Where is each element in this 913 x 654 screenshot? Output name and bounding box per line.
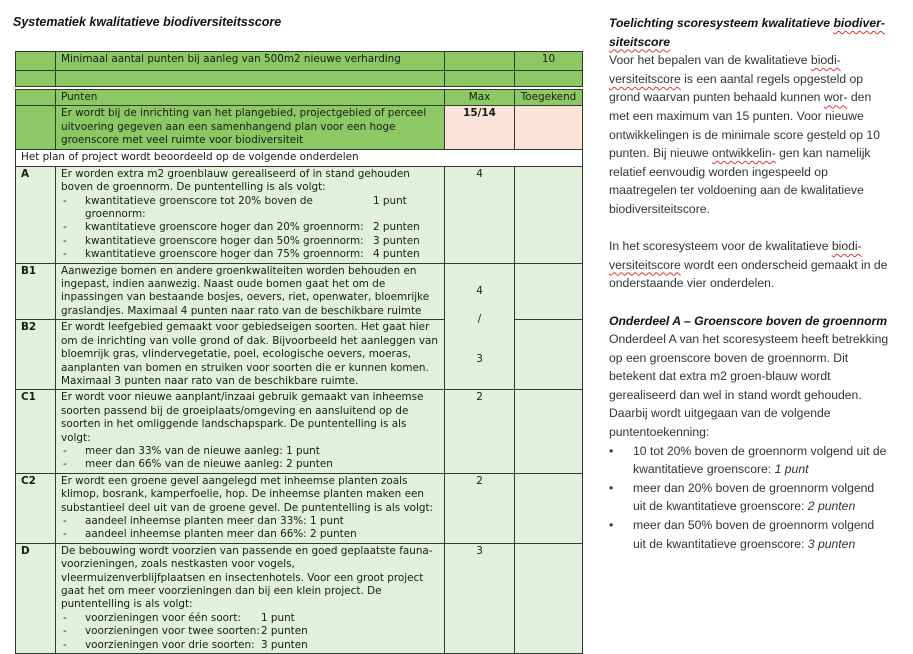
dash: - xyxy=(63,248,67,261)
dash: - xyxy=(63,528,67,541)
dash: - xyxy=(63,444,67,457)
empty-cell xyxy=(445,71,515,87)
row-description xyxy=(56,390,445,473)
row-awarded-input[interactable] xyxy=(515,543,583,653)
item-points: 3 punten xyxy=(261,638,308,651)
list-item xyxy=(61,235,439,248)
explanation-paragraph-1 xyxy=(609,51,889,218)
intro-max: 15/14 xyxy=(445,106,515,150)
row-max-b-combined xyxy=(445,263,515,390)
text-span: gen kan namelijk relatief eenvoudig worden ingespeeld op maatregelen ter voldoening aan de kwalitatieve biodiversiteitscore. xyxy=(609,146,871,216)
row-text: Er worden extra m2 groenblauw gerealiseerd of in stand gehouden boven de groennorm. De puntentelling is als volgt: xyxy=(61,167,410,194)
empty-cell xyxy=(16,71,56,87)
text-span: meer dan 50% boven de groennorm volgend uit de kwantitatieve groenscore: xyxy=(633,518,875,551)
item-label: voorzieningen voor één soort: xyxy=(85,611,241,624)
list-item xyxy=(61,612,439,625)
list-item xyxy=(61,195,439,222)
row-code: C1 xyxy=(16,390,56,473)
list-item xyxy=(61,639,439,652)
bullet-points: 3 punten xyxy=(807,536,856,551)
text-span: meer dan 20% boven de groennorm volgend uit de kwantitatieve groenscore: xyxy=(633,480,875,514)
list-item xyxy=(61,248,439,261)
table-row-a xyxy=(16,166,583,263)
bullet-icon: • xyxy=(609,518,614,533)
row-max: 2 xyxy=(445,473,515,543)
row-max: 4 xyxy=(445,166,515,263)
row-max: 3 xyxy=(445,543,515,653)
text-span: wordt een onderscheid gemaakt in de onderstaande vier onderdelen. xyxy=(609,257,888,291)
item-label: aandeel inheemse planten meer dan 33%: 1 punt xyxy=(85,514,344,527)
minimum-label: Minimaal aantal punten bij aanleg van 500m2 nieuwe verharding xyxy=(56,52,445,71)
intro-code-cell xyxy=(16,106,56,150)
bullet-item xyxy=(609,442,889,479)
row-code: D xyxy=(16,543,56,653)
bullet-text xyxy=(633,479,889,516)
max-separator: / xyxy=(477,312,482,325)
list-item xyxy=(61,515,439,528)
row-awarded-input[interactable] xyxy=(515,320,583,390)
intro-awarded-input[interactable] xyxy=(515,106,583,150)
item-label: kwantitatieve groenscore hoger dan 50% groennorm: xyxy=(85,234,364,247)
intro-text: Er wordt bij de inrichting van het plangebied, projectgebied of perceel uitvoering gegeven aan een samenhangend plan voor een hoge groenscore met veel ruimte voor biodiversiteit xyxy=(56,106,445,150)
minimum-code-cell xyxy=(16,52,56,71)
list-item xyxy=(61,445,439,458)
item-points: 2 punten xyxy=(261,625,308,638)
bullet-points: 2 punten xyxy=(807,499,856,514)
text-span: 10 tot 20% boven de groennorm volgend uit de kwantitatieve groenscore: xyxy=(633,443,887,477)
text-span: is een aantal regels opgesteld op grond waarvan punten behaald kunnen xyxy=(609,71,864,105)
max-b2: 3 xyxy=(476,352,483,365)
item-points: 1 punt xyxy=(373,194,407,207)
item-label: voorzieningen voor twee soorten: xyxy=(85,625,260,638)
minimum-empty-row xyxy=(16,71,583,87)
row-max: 2 xyxy=(445,390,515,473)
dash: - xyxy=(63,221,67,234)
empty-cell xyxy=(515,71,583,87)
dash: - xyxy=(63,194,67,207)
row-description xyxy=(56,473,445,543)
max-b1: 4 xyxy=(476,284,483,297)
score-table xyxy=(15,89,583,654)
heading-part-misspelled: biodiver- xyxy=(833,16,885,30)
text-span: den met een maximum van 15 punten. Voor nieuwe ontwikkelingen is de minimale score gesteld op 10 punten. Bij nieuwe xyxy=(609,90,880,161)
row-description xyxy=(56,543,445,653)
row-code: B2 xyxy=(16,320,56,390)
minimum-max-cell xyxy=(445,52,515,71)
explanation-heading xyxy=(609,14,889,51)
minimum-value: 10 xyxy=(515,52,583,71)
dash: - xyxy=(63,611,67,624)
bullet-icon: • xyxy=(609,443,614,458)
bullet-text xyxy=(633,442,889,479)
item-label: meer dan 66% van de nieuwe aanleg: 2 punten xyxy=(85,458,333,471)
section-a-heading: Onderdeel A – Groenscore boven de groennorm xyxy=(609,313,888,328)
item-label: aandeel inheemse planten meer dan 66%: 2 punten xyxy=(85,528,357,541)
misspelled-word: biodi- xyxy=(831,239,862,254)
header-row xyxy=(16,90,583,106)
misspelled-word: versiteitscore xyxy=(609,71,681,86)
item-points: 3 punten xyxy=(373,234,420,247)
row-awarded-input[interactable] xyxy=(515,390,583,473)
intro-row xyxy=(16,106,583,150)
header-code-cell xyxy=(16,90,56,106)
item-points: 1 punt xyxy=(261,611,295,624)
table-row-c1 xyxy=(16,390,583,473)
paragraph-gap xyxy=(609,293,889,312)
row-text: De bebouwing wordt voorzien van passende en goed geplaatste fauna-voorzieningen, zoals nestkasten voor vogels, vleermuizenverblijfplaatsen en insectenhotels. Voor een groot project gaat het om meer voorzieningen dan bij een klein project. De puntentelling is als volgt: xyxy=(61,544,433,611)
item-points: 4 punten xyxy=(373,248,420,261)
bullet-icon: • xyxy=(609,480,614,495)
misspelled-word: versiteitscore xyxy=(609,257,681,272)
empty-cell xyxy=(56,71,445,87)
text-span: In het scoresysteem voor de kwalitatieve xyxy=(609,239,832,254)
list-item xyxy=(61,221,439,234)
header-awarded: Toegekend xyxy=(515,90,583,106)
row-text: Er wordt een groene gevel aangelegd met inheemse planten zoals klimop, bosrank, kamperfoelie, hop. De inheemse planten maken een substantieel deel uit van de groene gevel. De puntentelling is als volgt: xyxy=(61,474,434,514)
header-max: Max xyxy=(445,90,515,106)
minimum-table xyxy=(15,51,583,87)
row-code: B1 xyxy=(16,263,56,320)
table-row-b1 xyxy=(16,263,583,320)
item-label: kwantitatieve groenscore hoger dan 20% groennorm: xyxy=(85,221,364,234)
table-row-d xyxy=(16,543,583,653)
section-row xyxy=(16,150,583,166)
section-text: Het plan of project wordt beoordeeld op de volgende onderdelen xyxy=(16,150,583,166)
list-item xyxy=(61,528,439,541)
list-item xyxy=(61,625,439,638)
row-awarded-input[interactable] xyxy=(515,166,583,263)
bullet-points: 1 punt xyxy=(774,462,809,477)
explanation-paragraph-3: Onderdeel A van het scoresysteem heeft betrekking op een groenscore boven de groennorm. Dit betekent dat extra m2 groen-blauw wordt gerealiseerd dan wel in stand wordt gehouden. Daarbij wordt uitgegaan van de volgende puntentoekenning: xyxy=(609,332,889,440)
misspelled-word: ontwikkelin- xyxy=(712,146,776,161)
row-text: Er wordt voor nieuwe aanplant/inzaai gebruik gemaakt van inheemse soorten passend bij de groeiplaats/omgeving en aansluitend op de soorten in het omliggende landschapspark. De puntentelling is als volgt: xyxy=(61,391,424,444)
minimum-row xyxy=(16,52,583,71)
misspelled-word: wor- xyxy=(823,90,848,105)
bullet-text xyxy=(633,516,889,553)
table-row-c2 xyxy=(16,473,583,543)
row-awarded-input[interactable] xyxy=(515,263,583,320)
row-description: Aanwezige bomen en andere groenkwaliteiten worden behouden en ingepast, indien aanwezig. Naast oude bomen gaat het om de inpassingen van bestaande bosjes, oevers, riet, openwater, bloemrijke graslandjes. Maximaal 4 punten naar rato van de beschikbare ruimte xyxy=(56,263,445,320)
row-awarded-input[interactable] xyxy=(515,473,583,543)
explanation-paragraph-2 xyxy=(609,237,889,293)
explanation-column xyxy=(609,14,889,553)
heading-part: Toelichting scoresysteem kwalitatieve xyxy=(609,16,834,30)
row-description: Er wordt leefgebied gemaakt voor gebiedseigen soorten. Het gaat hier om de inrichting van volle grond of dak. Bijvoorbeeld het aanleggen van bloemrijk gras, vlindervegetatie, poel, ecologische oevers, moeras, aanplanten van bomen en struiken voor soorten die er kunnen komen. Maximaal 3 punten naar rato van de beschikbare ruimte. xyxy=(56,320,445,390)
item-label: meer dan 33% van de nieuwe aanleg: 1 punt xyxy=(85,444,320,457)
bullet-item xyxy=(609,516,889,553)
row-description xyxy=(56,166,445,263)
text-span: Voor het bepalen van de kwalitatieve xyxy=(609,53,811,68)
item-label: voorzieningen voor drie soorten: xyxy=(85,638,255,651)
bullet-item xyxy=(609,479,889,516)
row-code: A xyxy=(16,166,56,263)
dash: - xyxy=(63,234,67,247)
item-label: kwantitatieve groenscore tot 20% boven de groennorm: xyxy=(85,194,313,221)
dash: - xyxy=(63,638,67,651)
header-points: Punten xyxy=(56,90,445,106)
list-item xyxy=(61,458,439,471)
dash: - xyxy=(63,458,67,471)
row-code: C2 xyxy=(16,473,56,543)
dash: - xyxy=(63,514,67,527)
misspelled-word: biodi- xyxy=(810,53,841,68)
item-points: 2 punten xyxy=(373,221,420,234)
heading-part-misspelled: siteitscore xyxy=(609,34,670,49)
paragraph-gap xyxy=(609,219,889,238)
left-title: Systematiek kwalitatieve biodiversiteitsscore xyxy=(13,15,282,29)
dash: - xyxy=(63,625,67,638)
item-label: kwantitatieve groenscore hoger dan 75% groennorm: xyxy=(85,248,364,261)
